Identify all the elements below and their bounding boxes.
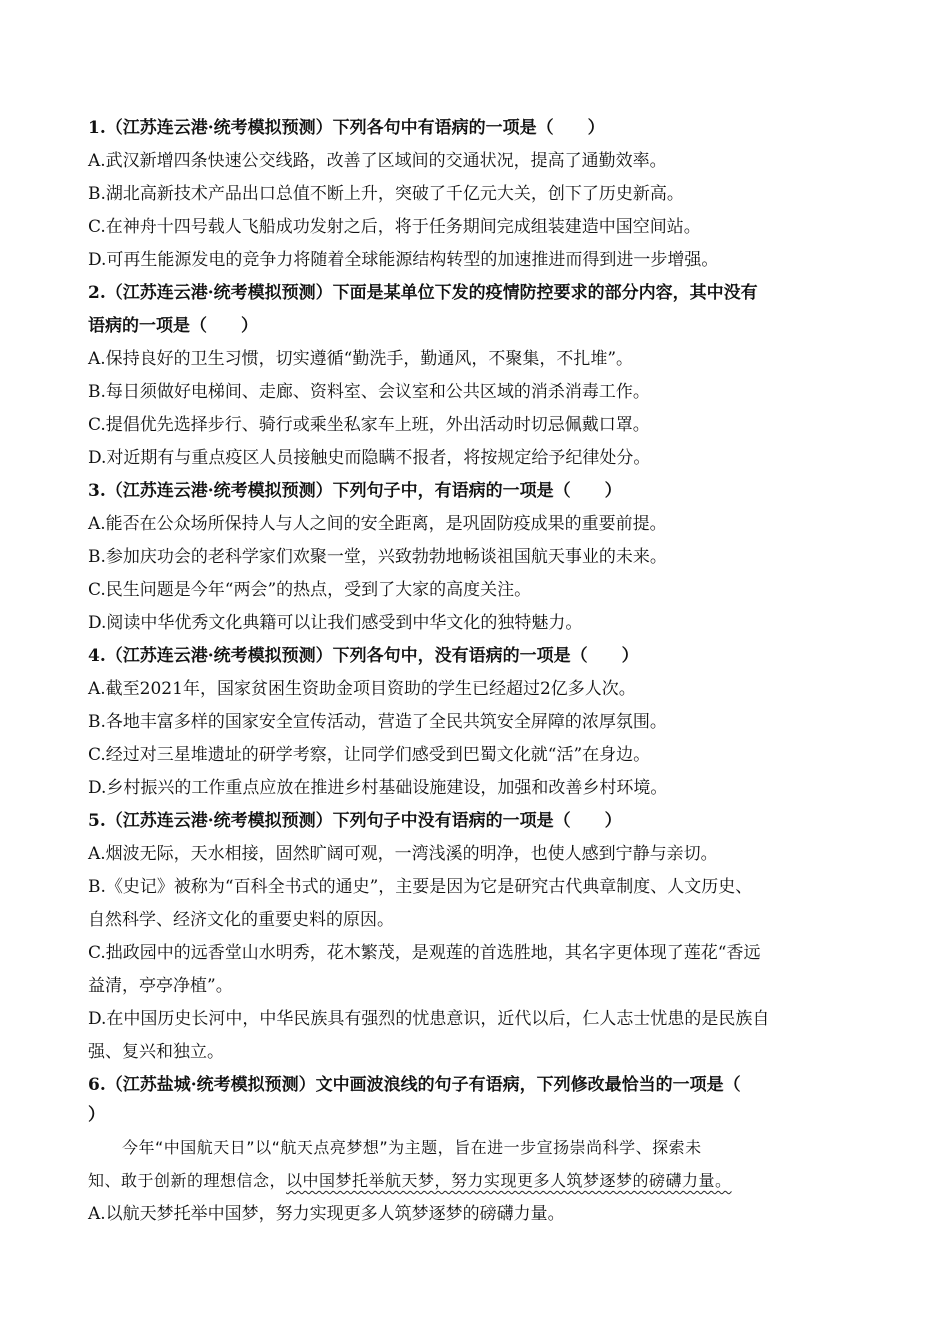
question-2-option-b: B.每日须做好电梯间、走廊、资料室、会议室和公共区域的消杀消毒工作。 [88, 382, 650, 402]
question-4-option-b: B.各地丰富多样的国家安全宣传活动，营造了全民共筑安全屏障的浓厚氛围。 [88, 712, 667, 732]
question-6-stem-line-1: 6.（江苏盐城·统考模拟预测）文中画波浪线的句子有语病，下列修改最恰当的一项是（ [88, 1075, 741, 1095]
question-1-option-d: D.可再生能源发电的竞争力将随着全球能源结构转型的加速推进而得到进一步增强。 [88, 250, 719, 270]
question-5-option-b-line-1: B.《史记》被称为“百科全书式的通史”，主要是因为它是研究古代典章制度、人文历史、 [88, 877, 753, 897]
question-2-option-a: A.保持良好的卫生习惯，切实遵循“勤洗手，勤通风，不聚集，不扎堆”。 [88, 349, 634, 369]
question-5-option-b-line-2: 自然科学、经济文化的重要史料的原因。 [88, 910, 394, 930]
passage-line-1: 今年“中国航天日”以“航天点亮梦想”为主题，旨在进一步宣扬崇尚科学、探索未 [122, 1138, 702, 1157]
question-6-stem-line-2: ） [88, 1105, 105, 1125]
question-3-option-b: B.参加庆功会的老科学家们欢聚一堂，兴致勃勃地畅谈祖国航天事业的未来。 [88, 547, 667, 567]
question-4-option-c: C.经过对三星堆遗址的研学考察，让同学们感受到巴蜀文化就“活”在身边。 [88, 745, 651, 765]
question-3-option-a: A.能否在公众场所保持人与人之间的安全距离，是巩固防疫成果的重要前提。 [88, 514, 667, 534]
question-5-stem: 5.（江苏连云港·统考模拟预测）下列句子中没有语病的一项是（ ） [88, 811, 622, 831]
question-2-option-d: D.对近期有与重点疫区人员接触史而隐瞒不报者，将按规定给予纪律处分。 [88, 448, 651, 468]
question-1-option-c: C.在神舟十四号载人飞船成功发射之后，将于任务期间完成组装建造中国空间站。 [88, 217, 701, 237]
question-3-option-c: C.民生问题是今年“两会”的热点，受到了大家的高度关注。 [88, 580, 532, 600]
question-5-option-a: A.烟波无际，天水相接，固然旷阔可观，一湾浅溪的明净，也使人感到宁静与亲切。 [88, 844, 718, 864]
question-1-option-b: B.湖北高新技术产品出口总值不断上升，突破了千亿元大关，创下了历史新高。 [88, 184, 684, 204]
question-1-stem: 1.（江苏连云港·统考模拟预测）下列各句中有语病的一项是（ ） [88, 118, 605, 138]
question-5-option-d-line-2: 强、复兴和独立。 [88, 1042, 224, 1062]
question-6-option-a: A.以航天梦托举中国梦，努力实现更多人筑梦逐梦的磅礴力量。 [88, 1204, 565, 1224]
question-4-option-d: D.乡村振兴的工作重点应放在推进乡村基础设施建设，加强和改善乡村环境。 [88, 778, 668, 798]
question-4-option-a: A.截至2021年，国家贫困生资助金项目资助的学生已经超过2亿多人次。 [88, 679, 636, 699]
passage-line-2 [88, 1170, 868, 1192]
wavy-underlined-sentence: 以中国梦托举航天梦，努力实现更多人筑梦逐梦的磅礴力量。 [286, 1171, 732, 1190]
question-5-option-c-line-1: C.拙政园中的远香堂山水明秀，花木繁茂，是观莲的首选胜地，其名字更体现了莲花“香远 [88, 943, 761, 963]
question-3-option-d: D.阅读中华优秀文化典籍可以让我们感受到中华文化的独特魅力。 [88, 613, 583, 633]
question-2-option-c: C.提倡优先选择步行、骑行或乘坐私家车上班，外出活动时切忌佩戴口罩。 [88, 415, 650, 435]
question-5-option-c-line-2: 益清，亭亭净植”。 [88, 976, 233, 996]
question-5-option-d-line-1: D.在中国历史长河中，中华民族具有强烈的忧患意识，近代以后，仁人志士忧患的是民族自 [88, 1009, 770, 1029]
question-2-stem-line-1: 2.（江苏连云港·统考模拟预测）下面是某单位下发的疫情防控要求的部分内容，其中没有 [88, 283, 758, 303]
question-2-stem-line-2: 语病的一项是（ ） [88, 316, 258, 336]
question-4-stem: 4.（江苏连云港·统考模拟预测）下列各句中，没有语病的一项是（ ） [88, 646, 639, 666]
question-3-stem: 3.（江苏连云港·统考模拟预测）下列句子中，有语病的一项是（ ） [88, 481, 622, 501]
question-1-option-a: A.武汉新增四条快速公交线路，改善了区域间的交通状况，提高了通勤效率。 [88, 151, 667, 171]
passage-plain-text: 知、敢于创新的理想信念， [88, 1171, 287, 1190]
